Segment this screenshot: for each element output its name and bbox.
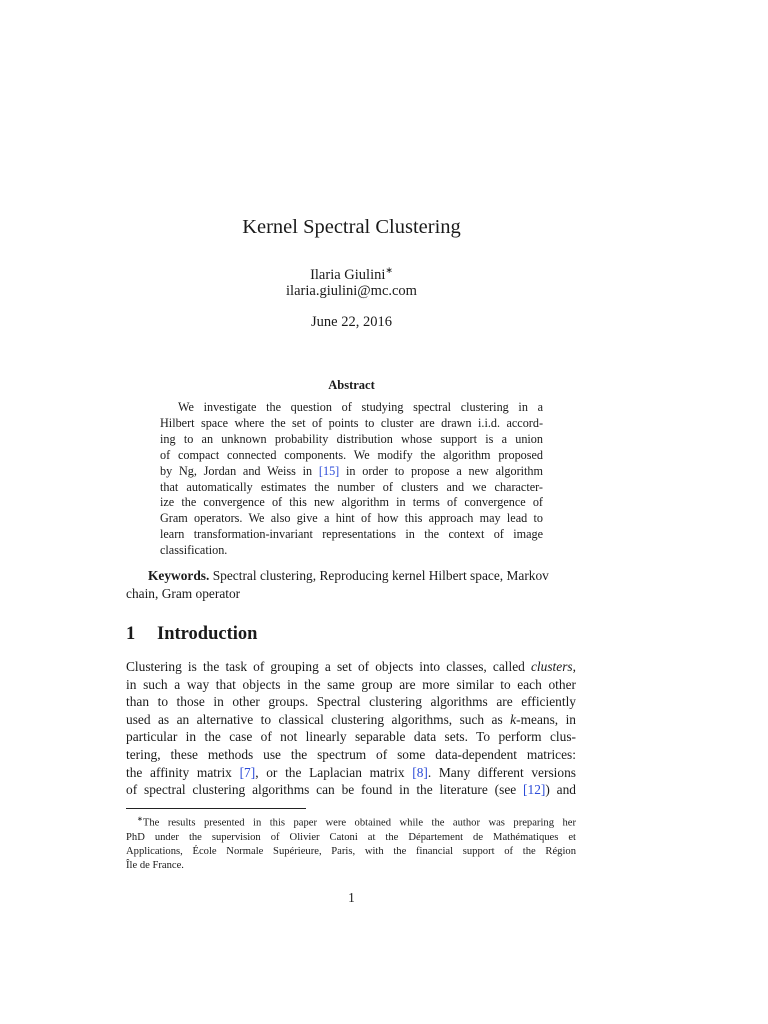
body-line: in such a way that objects in the same group are more similar to each other	[126, 676, 576, 692]
body-text: ) and	[545, 782, 576, 798]
author-name	[0, 265, 703, 284]
citation-link-8[interactable]: [8]	[412, 764, 428, 780]
abstract-text: by Ng, Jordan and Weiss in	[160, 463, 319, 478]
body-line: than to those in other groups. Spectral clustering algorithms are efficiently	[126, 694, 576, 710]
abstract-line: Hilbert space where the set of points to cluster are drawn i.i.d. accord-	[160, 415, 543, 430]
citation-link-12[interactable]: [12]	[523, 782, 546, 798]
body-line: particular in the case of not linearly separable data sets. To perform clus-	[126, 729, 576, 745]
footnote-mark: ∗	[137, 815, 143, 823]
section-heading-introduction	[126, 624, 257, 645]
abstract-line: that automatically estimates the number of clusters and we character-	[160, 479, 543, 494]
keywords-line	[126, 567, 576, 585]
footnote	[126, 812, 576, 874]
body-text: ,	[572, 659, 576, 674]
body-line	[126, 781, 576, 799]
paper-title: Kernel Spectral Clustering	[242, 216, 461, 238]
body-text: used as an alternative to classical clustering algorithms, such as	[126, 711, 511, 727]
body-line	[126, 764, 576, 782]
body-text: Clustering is the task of grouping a set of objects into classes, called	[126, 659, 531, 674]
abstract-line: classification.	[160, 543, 228, 558]
citation-link-7[interactable]: [7]	[239, 764, 256, 780]
body-text: the affinity matrix	[126, 764, 240, 780]
introduction-body	[126, 658, 576, 799]
abstract-line: of compact connected components. We modify the algorithm proposed	[160, 447, 543, 462]
body-line	[126, 658, 576, 676]
footnote-line: PhD under the supervision of Olivier Catoni at the Département de Mathématiques et	[126, 831, 576, 843]
abstract-line: ize the convergence of this new algorithm in terms of convergence of	[160, 495, 543, 510]
footnote-text: The results presented in this paper were obtained while the author was preparing her	[142, 817, 576, 829]
keywords-label: Keywords.	[148, 568, 210, 583]
abstract-text: in order to propose a new algorithm	[339, 463, 543, 478]
paper-date: June 22, 2016	[311, 314, 392, 330]
footnote-divider	[126, 808, 306, 809]
author-name-text: Ilaria Giulini	[310, 266, 386, 283]
footnote-line: Île de France.	[126, 860, 184, 872]
body-text: , or the Laplacian matrix	[255, 764, 413, 780]
keywords-text: Spectral clustering, Reproducing kernel Hilbert space, Markov	[209, 568, 549, 583]
section-title: Introduction	[157, 624, 258, 644]
abstract-body	[160, 400, 543, 559]
body-line	[126, 711, 576, 729]
body-math: k	[510, 711, 517, 727]
author-footnote-mark[interactable]: ∗	[385, 265, 393, 275]
abstract-heading: Abstract	[328, 378, 375, 392]
keywords-line: chain, Gram operator	[126, 585, 241, 601]
author-email: ilaria.giulini@mc.com	[286, 283, 417, 299]
body-emphasis: clusters	[530, 659, 573, 674]
body-text: -means, in	[516, 711, 576, 727]
body-line: tering, these methods use the spectrum of some data-dependent matrices:	[126, 746, 576, 762]
abstract-line: We investigate the question of studying spectral clustering in a	[178, 400, 543, 414]
abstract-line: ing to an unknown probability distribution whose support is a union	[160, 431, 543, 446]
abstract-line: Gram operators. We also give a hint of how this approach may lead to	[160, 511, 543, 526]
citation-link-15[interactable]: [15]	[318, 463, 340, 478]
footnote-line	[126, 812, 576, 831]
body-text: of spectral clustering algorithms can be found in the literature (see	[126, 782, 524, 798]
page-number: 1	[348, 890, 355, 905]
abstract-line: learn transformation-invariant representations in the context of image	[160, 527, 543, 542]
body-text: . Many different versions	[427, 764, 576, 780]
abstract-line-with-ref	[160, 464, 543, 480]
section-number: 1	[126, 624, 136, 644]
footnote-line: Applications, École Normale Supérieure, Paris, with the financial support of the Région	[126, 846, 576, 858]
keywords-block	[126, 567, 576, 602]
